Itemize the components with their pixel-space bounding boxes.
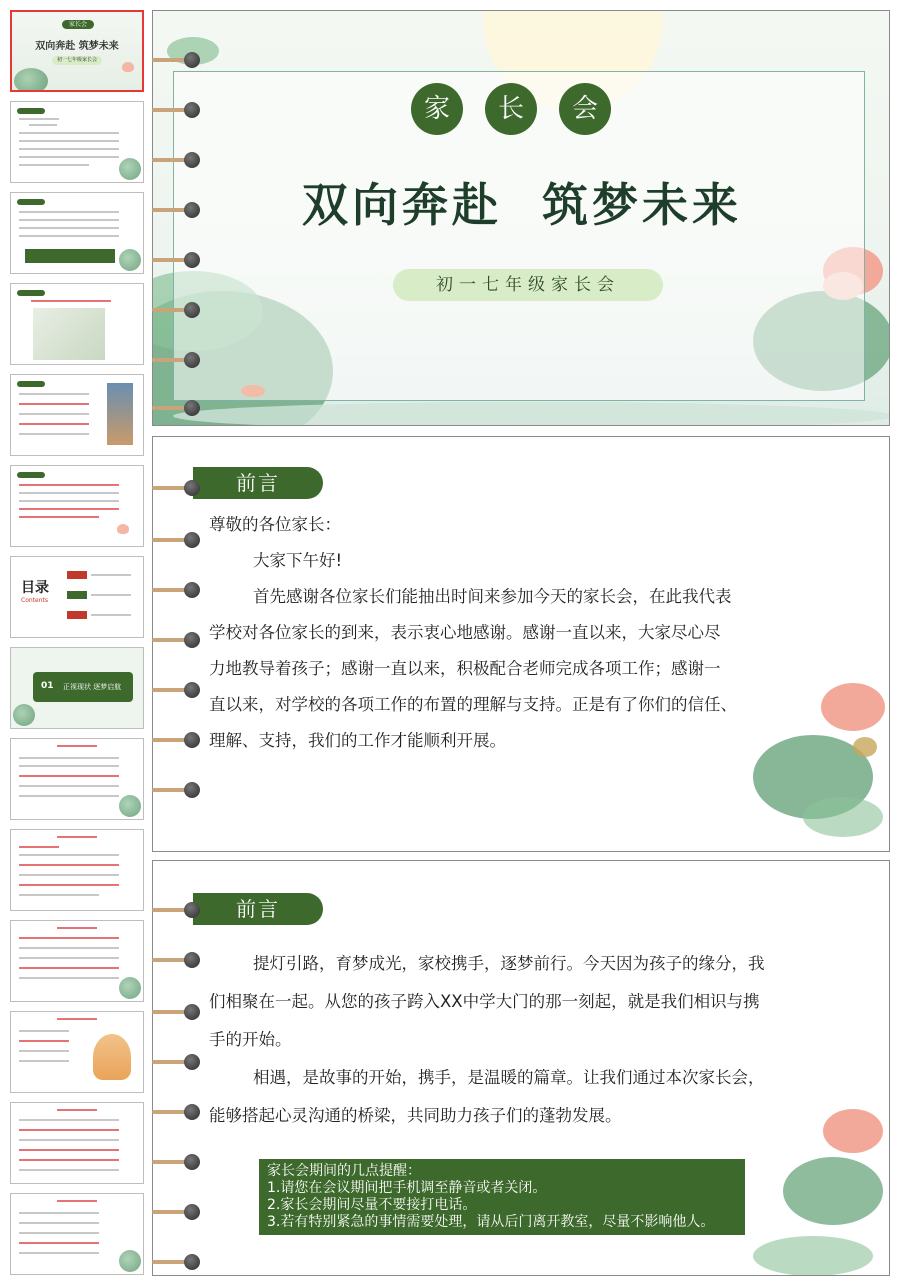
thumb-section-number: 01 (41, 681, 54, 691)
student-illustration (93, 1034, 131, 1080)
lotus-flower-icon (117, 524, 129, 534)
thumb-text-line (19, 227, 119, 229)
thumb-text-line (19, 947, 119, 949)
thumb-text-line (19, 757, 119, 759)
thumb-header-bar (17, 381, 45, 387)
thumb-text-line (19, 1030, 69, 1032)
lotus-leaf-icon (14, 68, 48, 92)
thumb-text-line (19, 403, 89, 405)
thumb-text-line (19, 874, 119, 876)
thumb-text-line (19, 1129, 119, 1131)
thumb-text-line (19, 785, 119, 787)
thumb-subtitle: 初一七年级家长会 (52, 56, 102, 65)
thumb-header-bar (17, 108, 45, 114)
lotus-leaf-icon (119, 977, 141, 999)
thumbnail-slide-11[interactable] (10, 920, 144, 1002)
reminder-item: 2.家长会期间尽量不要接打电话。 (267, 1197, 477, 1213)
thumb-text-line (19, 211, 119, 213)
binder-ring (184, 352, 200, 368)
thumb-text-line (19, 413, 89, 415)
lotus-leaf-icon (13, 704, 35, 726)
thumb-toc-marker (67, 611, 87, 619)
thumbnail-slide-12[interactable] (10, 1011, 144, 1093)
thumbnail-slide-8[interactable] (10, 647, 144, 729)
thumb-text-line (19, 894, 99, 896)
slide-2-preface[interactable] (152, 436, 890, 852)
binder-ring (184, 532, 200, 548)
thumb-text-line (57, 1200, 97, 1202)
thumb-header-bar (17, 290, 45, 296)
thumb-text-line (19, 1119, 119, 1121)
thumbnail-slide-5[interactable] (10, 374, 144, 456)
thumb-text-line (91, 594, 131, 596)
thumb-text-line (19, 1252, 99, 1254)
thumb-text-line (19, 775, 119, 777)
preface-text (209, 507, 849, 759)
thumb-text-line (19, 516, 99, 518)
thumb-text-line (19, 937, 119, 939)
slide-subtitle: 初一七年级家长会 (393, 269, 663, 301)
thumb-contents-sub: Contents (21, 597, 48, 604)
binder-ring (184, 202, 200, 218)
thumb-text-line (19, 1050, 69, 1052)
thumbnail-slide-9[interactable] (10, 738, 144, 820)
thumb-text-line (19, 967, 119, 969)
binder-ring (184, 102, 200, 118)
thumb-section-title: 正视现状 逐梦启航 (63, 683, 122, 691)
section-tag: 前言 (193, 467, 323, 499)
thumb-label: 家长会 (62, 20, 94, 29)
thumb-text-line (19, 148, 119, 150)
binder-ring (184, 302, 200, 318)
thumb-text-line (19, 1159, 119, 1161)
thumb-text-line (19, 492, 119, 494)
thumb-text-line (19, 1222, 99, 1224)
thumb-text-line (19, 977, 119, 979)
lotus-leaf-icon (119, 158, 141, 180)
binder-ring (184, 1004, 200, 1020)
thumb-text-line (19, 846, 59, 848)
thumb-text-line (29, 124, 57, 126)
thumb-text-line (19, 1242, 99, 1244)
thumb-toc-marker (67, 591, 87, 599)
reminder-box (259, 1159, 745, 1235)
thumb-text-line (19, 1212, 99, 1214)
lotus-leaf-icon (119, 1250, 141, 1272)
thumb-text-line (19, 118, 59, 120)
thumb-text-line (19, 164, 89, 166)
thumb-title: 双向奔赴 筑梦未来 (35, 41, 119, 52)
binder-ring (184, 1254, 200, 1270)
thumb-text-line (19, 854, 119, 856)
greeting-line: 尊敬的各位家长： (209, 515, 341, 534)
thumb-contents-heading: 目录 (21, 580, 49, 596)
thumb-text-line (19, 500, 119, 502)
thumb-text-line (19, 765, 119, 767)
thumb-text-line (19, 219, 119, 221)
thumb-text-line (19, 235, 119, 237)
thumb-text-line (19, 1169, 119, 1171)
binder-ring (184, 902, 200, 918)
thumb-text-line (19, 433, 89, 435)
salutation-line: 大家下午好! (253, 551, 343, 570)
thumbnail-slide-2[interactable] (10, 101, 144, 183)
thumb-text-line (19, 393, 89, 395)
paragraph-line: 们相聚在一起。从您的孩子跨入XX中学大门的那一刻起，就是我们相识与携 (209, 992, 760, 1011)
thumb-text-line (19, 508, 119, 510)
paragraph-line: 手的开始。 (209, 1030, 292, 1049)
video-preview-image[interactable] (33, 308, 105, 360)
thumbnail-slide-3[interactable] (10, 192, 144, 274)
badge-hui: 会 (559, 83, 611, 135)
binder-ring (184, 782, 200, 798)
thumbnail-slide-4[interactable] (10, 283, 144, 365)
binder-ring (184, 582, 200, 598)
thumb-text-line (19, 132, 119, 134)
lotus-flower-icon (122, 62, 134, 72)
thumbnail-slide-6[interactable] (10, 465, 144, 547)
thumbnail-slide-1[interactable] (10, 10, 144, 92)
lotus-leaf-icon (119, 249, 141, 271)
thumb-text-line (57, 836, 97, 838)
book-cover-image (107, 383, 133, 445)
paragraph-line: 理解、支持，我们的工作才能顺利开展。 (209, 731, 506, 750)
paragraph-line: 能够搭起心灵沟通的桥梁，共同助力孩子们的蓬勃发展。 (209, 1106, 622, 1125)
thumb-text-line (19, 1060, 69, 1062)
binder-ring (184, 252, 200, 268)
thumb-text-line (19, 1149, 119, 1151)
binder-ring (184, 1054, 200, 1070)
thumb-text-line (57, 1109, 97, 1111)
thumb-text-line (19, 484, 119, 486)
section-tag: 前言 (193, 893, 323, 925)
thumb-text-line (31, 300, 111, 302)
binder-ring (184, 1154, 200, 1170)
binder-ring (184, 682, 200, 698)
reminder-item: 3.若有特别紧急的事情需要处理，请从后门离开教室，尽量不影响他人。 (267, 1214, 715, 1230)
paragraph-line: 直以来，对学校的各项工作的布置的理解与支持。正是有了你们的信任、 (209, 695, 737, 714)
thumb-header-bar (17, 199, 45, 205)
thumb-text-line (91, 614, 131, 616)
lotus-leaf-icon (119, 795, 141, 817)
binder-ring (184, 480, 200, 496)
binder-ring (184, 952, 200, 968)
binder-ring (184, 152, 200, 168)
reminder-heading: 家长会期间的几点提醒： (267, 1163, 421, 1179)
thumbnail-slide-7[interactable] (10, 556, 144, 638)
thumb-text-line (19, 1040, 69, 1042)
thumb-text-line (19, 864, 119, 866)
preface-text (209, 945, 869, 1135)
reminder-item: 1.请您在会议期间把手机调至静音或者关闭。 (267, 1180, 547, 1196)
slide-1-title[interactable] (152, 10, 890, 426)
binder-ring (184, 400, 200, 416)
thumb-text-line (19, 140, 119, 142)
thumb-text-line (19, 1139, 119, 1141)
thumb-text-line (57, 745, 97, 747)
thumbnail-slide-10[interactable] (10, 829, 144, 911)
thumb-text-line (19, 884, 119, 886)
badge-zhang: 长 (485, 83, 537, 135)
binder-ring (184, 1204, 200, 1220)
thumb-text-line (19, 156, 119, 158)
paragraph-line: 首先感谢各位家长们能抽出时间来参加今天的家长会，在此我代表 (253, 587, 732, 606)
thumb-toc-marker (67, 571, 87, 579)
thumb-text-line (19, 795, 119, 797)
thumb-text-line (19, 1232, 99, 1234)
badge-jia: 家 (411, 83, 463, 135)
thumb-header-bar (17, 472, 45, 478)
thumb-text-line (57, 927, 97, 929)
slide-thumbnail-panel[interactable] (0, 0, 148, 1286)
thumb-notice-box (25, 249, 115, 263)
thumb-text-line (19, 423, 89, 425)
paragraph-line: 相遇，是故事的开始，携手，是温暖的篇章。让我们通过本次家长会， (253, 1068, 765, 1087)
binder-ring (184, 632, 200, 648)
thumb-text-line (91, 574, 131, 576)
binder-ring (184, 1104, 200, 1120)
thumb-text-line (57, 1018, 97, 1020)
binder-ring (184, 52, 200, 68)
slide-title: 双向奔赴 筑梦未来 (301, 178, 743, 232)
slide-3-preface[interactable] (152, 860, 890, 1276)
thumb-text-line (19, 957, 119, 959)
thumbnail-slide-14[interactable] (10, 1193, 144, 1275)
thumbnail-slide-13[interactable] (10, 1102, 144, 1184)
binder-ring (184, 732, 200, 748)
paragraph-line: 学校对各位家长的到来，表示衷心地感谢。感谢一直以来，大家尽心尽 (209, 623, 721, 642)
paragraph-line: 提灯引路，育梦成光，家校携手，逐梦前行。今天因为孩子的缘分，我 (253, 954, 765, 973)
paragraph-line: 力地教导着孩子；感谢一直以来，积极配合老师完成各项工作；感谢一 (209, 659, 721, 678)
